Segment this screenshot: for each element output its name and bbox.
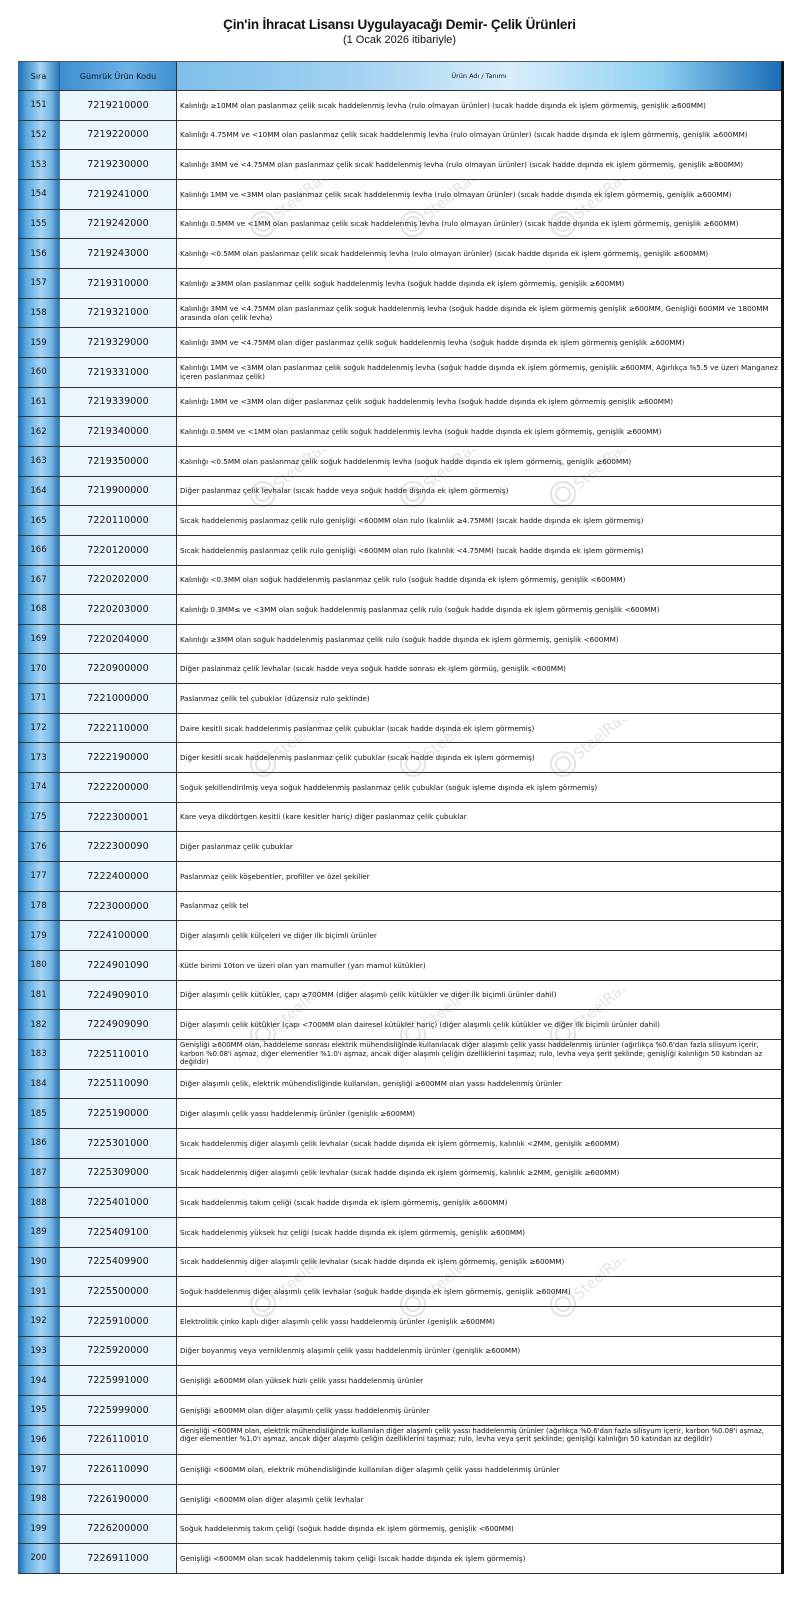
- row-sira: 173: [18, 743, 59, 772]
- row-sira: 161: [18, 388, 59, 417]
- row-sira: 153: [18, 150, 59, 179]
- row-description: Kalınlığı 1MM ve <3MM olan paslanmaz çelik soğuk haddelenmiş levha (soğuk hadde dışında ek işlem görmemiş, genişlik ≥600MM, Ağırlıkça %5.5 ve üzeri Manganez içeren paslanmaz çelik): [180, 363, 778, 382]
- row-sira: 170: [18, 654, 59, 683]
- row-customs-code: 7219329000: [59, 328, 176, 357]
- row-description: Kalınlığı 0.5MM ve <1MM olan paslanmaz çelik sıcak haddelenmiş levha (rulo olmayan ürünler) (sıcak hadde dışında ek işlem görmemiş, genişlik ≥600MM): [180, 219, 739, 229]
- row-customs-code: 7219230000: [59, 150, 176, 179]
- row-description: Sıcak haddelenmiş diğer alaşımlı çelik levhalar (sıcak hadde dışında ek işlem görmemiş, genişlik ≥600MM): [180, 1257, 565, 1267]
- row-customs-code: 7226110010: [59, 1426, 176, 1455]
- table-row: [18, 210, 781, 240]
- row-description: Kalınlığı 3MM ve <4.75MM olan paslanmaz çelik sıcak haddelenmiş levha (rulo olmayan ürünler) (sıcak hadde dışında ek işlem görmemiş, genişlik ≥600MM): [180, 160, 744, 170]
- row-description-cell: [176, 1337, 781, 1366]
- row-description-cell: [176, 121, 781, 150]
- row-description: Kalınlığı <0.5MM olan paslanmaz çelik soğuk haddelenmiş levha (soğuk hadde dışında ek işlem görmemiş, genişlik ≥600MM): [180, 456, 632, 466]
- row-description-cell: [176, 803, 781, 832]
- row-description-cell: [176, 1307, 781, 1336]
- table-row: [18, 269, 781, 299]
- row-description: Diğer kesitli sıcak haddelenmiş paslanmaz çelik çubuklar (sıcak hadde dışında ek işlem görmemiş): [180, 753, 535, 763]
- row-description-cell: [176, 388, 781, 417]
- row-description: Kalınlığı <0.3MM olan soğuk haddelenmiş paslanmaz çelik rulo (soğuk hadde dışında ek işlem görmemiş, genişlik <600MM): [180, 575, 626, 585]
- table-row: [18, 358, 781, 388]
- table-row: [18, 625, 781, 655]
- table-row: [18, 1515, 781, 1545]
- row-sira: 155: [18, 210, 59, 239]
- row-description: Kalınlığı 1MM ve <3MM olan paslanmaz çelik sıcak haddelenmiş levha (rulo olmayan ürünler) (sıcak hadde dışında ek işlem görmemiş, genişlik ≥600MM): [180, 189, 732, 199]
- row-sira: 151: [18, 91, 59, 120]
- table-row: [18, 981, 781, 1011]
- row-customs-code: 7224909090: [59, 1010, 176, 1039]
- row-sira: 172: [18, 714, 59, 743]
- row-description-cell: [176, 951, 781, 980]
- row-customs-code: 7225309000: [59, 1159, 176, 1188]
- table-body: [18, 91, 781, 1574]
- column-header-sira: Sıra: [18, 62, 59, 90]
- table-row: [18, 1040, 781, 1070]
- row-description-cell: [176, 654, 781, 683]
- table-row: [18, 180, 781, 210]
- row-customs-code: 7220204000: [59, 625, 176, 654]
- row-sira: 190: [18, 1248, 59, 1277]
- row-sira: 154: [18, 180, 59, 209]
- row-customs-code: 7219220000: [59, 121, 176, 150]
- row-description: Sıcak haddelenmiş diğer alaşımlı çelik levhalar (sıcak hadde dışında ek işlem görmemiş, kalınlık ≥2MM, genişlik ≥600MM): [180, 1168, 620, 1178]
- row-description-cell: [176, 1277, 781, 1306]
- row-sira: 157: [18, 269, 59, 298]
- table-row: [18, 1366, 781, 1396]
- table-row: [18, 299, 781, 329]
- row-customs-code: 7225110090: [59, 1070, 176, 1099]
- row-sira: 189: [18, 1218, 59, 1247]
- row-description-cell: [176, 358, 781, 387]
- row-description-cell: [176, 595, 781, 624]
- row-description-cell: [176, 447, 781, 476]
- row-customs-code: 7224100000: [59, 921, 176, 950]
- row-sira: 180: [18, 951, 59, 980]
- table-row: [18, 1426, 781, 1456]
- table-row: [18, 1455, 781, 1485]
- table-row: [18, 1070, 781, 1100]
- row-description: Genişliği ≥600MM olan yüksek hızlı çelik yassı haddelenmiş ürünler: [180, 1375, 424, 1385]
- row-description: Genişliği ≥600MM olan, haddeleme sonrası elektrik mühendisliğinde kullanılacak diğer alaşımlı çelik yassı haddelenmiş ürünler (ağırlıkça %0.6'dan fazla silisyum içerir, karbon %0.08'i aşmaz, diğer elementler %1.0'ı aşmaz, ancak diğer alaşımlı çeliğin özelliklerini taşımaz; rulo, levha veya şerit şeklinde; genişliği kalınlığın 50 katından az değildir): [180, 1041, 763, 1067]
- row-description: Kalınlığı ≥3MM olan soğuk haddelenmiş paslanmaz çelik rulo (soğuk hadde dışında ek işlem görmemiş, genişlik <600MM): [180, 634, 619, 644]
- row-customs-code: 7219900000: [59, 477, 176, 506]
- table-row: [18, 1337, 781, 1367]
- table-row: [18, 150, 781, 180]
- row-description: Diğer alaşımlı çelik kütükler (çapı <700MM olan dairesel kütükler hariç) (diğer alaşımlı çelik kütükler ve diğer ilk biçimli ürünler dahil): [180, 1020, 660, 1030]
- table-row: [18, 714, 781, 744]
- row-customs-code: 7220900000: [59, 654, 176, 683]
- row-sira: 175: [18, 803, 59, 832]
- row-description-cell: [176, 832, 781, 861]
- row-description: Kalınlığı ≥10MM olan paslanmaz çelik sıcak haddelenmiş levha (rulo olmayan ürünler) (sıcak hadde dışında ek işlem görmemiş, genişlik ≥600MM): [180, 100, 706, 110]
- row-customs-code: 7222300001: [59, 803, 176, 832]
- row-description: Sıcak haddelenmiş diğer alaşımlı çelik levhalar (sıcak hadde dışında ek işlem görmemiş, kalınlık <2MM, genişlik ≥600MM): [180, 1138, 620, 1148]
- row-customs-code: 7226911000: [59, 1544, 176, 1573]
- row-customs-code: 7219310000: [59, 269, 176, 298]
- row-description-cell: [176, 299, 781, 328]
- row-customs-code: 7220120000: [59, 536, 176, 565]
- row-customs-code: 7225110010: [59, 1040, 176, 1069]
- row-description: Diğer alaşımlı çelik, elektrik mühendisliğinde kullanılan, genişliği ≥600MM olan yassı haddelenmiş ürünler: [180, 1079, 562, 1089]
- row-description: Paslanmaz çelik tel: [180, 901, 249, 911]
- row-description: Kalınlığı ≥3MM olan paslanmaz çelik soğuk haddelenmiş levha (soğuk hadde dışında ek işlem görmemiş, genişlik ≥600MM): [180, 278, 625, 288]
- row-customs-code: 7219339000: [59, 388, 176, 417]
- table-row: [18, 566, 781, 596]
- row-customs-code: 7225500000: [59, 1277, 176, 1306]
- row-customs-code: 7225190000: [59, 1099, 176, 1128]
- row-description-cell: [176, 210, 781, 239]
- row-sira: 199: [18, 1515, 59, 1544]
- row-description-cell: [176, 773, 781, 802]
- row-description: Kalınlığı 4.75MM ve <10MM olan paslanmaz çelik sıcak haddelenmiş levha (rulo olmayan ürünler) (sıcak hadde dışında ek işlem görmemiş, genişlik ≥600MM): [180, 130, 748, 140]
- row-description: Kalınlığı 0.5MM ve <1MM olan paslanmaz çelik soğuk haddelenmiş levha (soğuk hadde dışında ek işlem görmemiş, genişlik ≥600MM): [180, 426, 662, 436]
- table-row: [18, 1248, 781, 1278]
- row-description-cell: [176, 1455, 781, 1484]
- row-description: Genişliği ≥600MM olan diğer alaşımlı çelik yassı haddelenmiş ürünler: [180, 1405, 430, 1415]
- column-header-tanim: Ürün Adı / Tanımı: [176, 62, 781, 90]
- row-description: Diğer boyanmış veya verniklenmiş alaşımlı çelik yassı haddelenmiş ürünler (genişlik ≥600MM): [180, 1346, 521, 1356]
- table-row: [18, 536, 781, 566]
- row-customs-code: 7224909010: [59, 981, 176, 1010]
- row-sira: 195: [18, 1396, 59, 1425]
- row-customs-code: 7219350000: [59, 447, 176, 476]
- row-sira: 182: [18, 1010, 59, 1039]
- table-row: [18, 1307, 781, 1337]
- row-customs-code: 7222400000: [59, 862, 176, 891]
- row-description-cell: [176, 1129, 781, 1158]
- table-row: [18, 832, 781, 862]
- row-sira: 188: [18, 1188, 59, 1217]
- row-sira: 176: [18, 832, 59, 861]
- row-description: Kalınlığı <0.5MM olan paslanmaz çelik sıcak haddelenmiş levha (rulo olmayan ürünler) (sıcak hadde dışında ek işlem görmemiş, genişlik ≥600MM): [180, 249, 709, 258]
- row-sira: 179: [18, 921, 59, 950]
- row-customs-code: 7222200000: [59, 773, 176, 802]
- row-description-cell: [176, 1159, 781, 1188]
- row-sira: 163: [18, 447, 59, 476]
- row-sira: 158: [18, 299, 59, 328]
- row-description: Diğer alaşımlı çelik külçeleri ve diğer ilk biçimli ürünler: [180, 931, 377, 941]
- row-description: Soğuk haddelenmiş diğer alaşımlı çelik levhalar (soğuk hadde dışında ek işlem görmemiş, genişlik ≥600MM): [180, 1286, 571, 1296]
- row-description: Genişliği <600MM olan diğer alaşımlı çelik levhalar: [180, 1494, 364, 1504]
- table-row: [18, 803, 781, 833]
- row-customs-code: 7226190000: [59, 1485, 176, 1514]
- row-sira: 162: [18, 417, 59, 446]
- row-sira: 197: [18, 1455, 59, 1484]
- row-sira: 185: [18, 1099, 59, 1128]
- row-description-cell: [176, 1426, 781, 1455]
- table-row: [18, 388, 781, 418]
- row-description-cell: [176, 684, 781, 713]
- row-description: Kare veya dikdörtgen kesitli (kare kesitler hariç) diğer paslanmaz çelik çubuklar: [180, 812, 467, 822]
- row-description-cell: [176, 1366, 781, 1395]
- row-description-cell: [176, 1188, 781, 1217]
- row-description-cell: [176, 536, 781, 565]
- row-description-cell: [176, 269, 781, 298]
- row-description: Kalınlığı 3MM ve <4.75MM olan diğer paslanmaz çelik soğuk haddelenmiş levha (soğuk hadde dışında ek işlem görmemiş genişlik ≥600MM): [180, 337, 685, 347]
- row-description: Kalınlığı 3MM ve <4.75MM olan paslanmaz çelik soğuk haddelenmiş levha (soğuk hadde dışında ek işlem görmemiş genişlik ≥600MM, Genişliği 600MM ve 1800MM arasında olan çelik levha): [180, 303, 769, 322]
- row-description-cell: [176, 743, 781, 772]
- table-row: [18, 328, 781, 358]
- row-sira: 178: [18, 892, 59, 921]
- table-row: [18, 239, 781, 269]
- row-description-cell: [176, 1070, 781, 1099]
- row-sira: 160: [18, 358, 59, 387]
- row-sira: 169: [18, 625, 59, 654]
- row-sira: 181: [18, 981, 59, 1010]
- row-customs-code: 7219242000: [59, 210, 176, 239]
- row-customs-code: 7226200000: [59, 1515, 176, 1544]
- table-row: [18, 1188, 781, 1218]
- row-sira: 168: [18, 595, 59, 624]
- table-row: [18, 951, 781, 981]
- row-description: Diğer alaşımlı çelik yassı haddelenmiş ürünler (genişlik ≥600MM): [180, 1109, 416, 1119]
- column-header-kod: Gümrük Ürün Kodu: [59, 62, 176, 90]
- row-description-cell: [176, 417, 781, 446]
- row-description-cell: [176, 1544, 781, 1573]
- row-sira: 177: [18, 862, 59, 891]
- table-row: [18, 654, 781, 684]
- row-customs-code: 7222190000: [59, 743, 176, 772]
- row-sira: 152: [18, 121, 59, 150]
- row-description-cell: [176, 1218, 781, 1247]
- row-sira: 167: [18, 566, 59, 595]
- table-row: [18, 91, 781, 121]
- table-row: [18, 684, 781, 714]
- row-description: Diğer paslanmaz çelik çubuklar: [180, 842, 293, 852]
- row-sira: 171: [18, 684, 59, 713]
- row-description: Genişliği <600MM olan, elektrik mühendisliğinde kullanılan diğer alaşımlı çelik yassı haddelenmiş ürünler (ağırlıkça %0.6'dan fazla silisyum içerir, karbon %0.08'i aşmaz, diğer elementler %1.0'ı aşmaz, ancak diğer alaşımlı çeliğin özelliklerini taşımaz; rulo, levha veya şerit şeklinde; genişliği kalınlığın 50 katından az değildir): [180, 1426, 764, 1444]
- table-row: [18, 447, 781, 477]
- row-description: Kütle birimi 10ton ve üzeri olan yarı mamuller (yarı mamul kütükler): [180, 960, 426, 970]
- table-row: [18, 1099, 781, 1129]
- row-description: Diğer alaşımlı çelik kütükler, çapı ≥700MM (diğer alaşımlı çelik kütükler ve diğer ilk biçimli ürünler dahil): [180, 990, 557, 1000]
- table-row: [18, 892, 781, 922]
- row-description-cell: [176, 506, 781, 535]
- table-row: [18, 121, 781, 151]
- row-description-cell: [176, 180, 781, 209]
- row-description: Diğer paslanmaz çelik levhalar (sıcak hadde veya soğuk hadde dışında ek işlem görmemiş): [180, 486, 509, 496]
- row-description: Soğuk şekillendirilmiş veya soğuk haddelenmiş paslanmaz çelik çubuklar (soğuk işleme dışında ek işlem görmemiş): [180, 782, 598, 792]
- row-customs-code: 7220203000: [59, 595, 176, 624]
- row-description: Kalınlığı 1MM ve <3MM olan diğer paslanmaz çelik soğuk haddelenmiş levha (soğuk hadde dışında ek işlem görmemiş genişlik ≥600MM): [180, 397, 674, 407]
- row-sira: 166: [18, 536, 59, 565]
- row-description: Paslanmaz çelik köşebentler, profiller ve özel şekiller: [180, 871, 370, 881]
- table-row: [18, 1544, 781, 1574]
- row-description-cell: [176, 91, 781, 120]
- row-customs-code: 7219243000: [59, 239, 176, 268]
- row-sira: 198: [18, 1485, 59, 1514]
- row-description-cell: [176, 625, 781, 654]
- table-row: [18, 1396, 781, 1426]
- row-description: Sıcak haddelenmiş yüksek hız çeliği (sıcak hadde dışında ek işlem görmemiş, genişlik ≥600MM): [180, 1227, 526, 1237]
- row-description-cell: [176, 862, 781, 891]
- table-row: [18, 417, 781, 447]
- row-description-cell: [176, 1248, 781, 1277]
- row-description-cell: [176, 328, 781, 357]
- row-customs-code: 7221000000: [59, 684, 176, 713]
- table-header: [18, 62, 781, 91]
- row-sira: 196: [18, 1426, 59, 1455]
- row-description-cell: [176, 150, 781, 179]
- table-row: [18, 1277, 781, 1307]
- table-row: [18, 773, 781, 803]
- row-description: Sıcak haddelenmiş paslanmaz çelik rulo genişliği <600MM olan rulo (kalınlık <4.75MM) (sıcak hadde dışında ek işlem görmemiş): [180, 545, 644, 555]
- row-description-cell: [176, 921, 781, 950]
- row-description: Genişliği <600MM olan, elektrik mühendisliğinde kullanılan diğer alaşımlı çelik yassı haddelenmiş ürünler: [180, 1464, 560, 1474]
- row-customs-code: 7219210000: [59, 91, 176, 120]
- row-customs-code: 7225991000: [59, 1366, 176, 1395]
- row-customs-code: 7225301000: [59, 1129, 176, 1158]
- row-description-cell: [176, 714, 781, 743]
- row-sira: 174: [18, 773, 59, 802]
- row-description-cell: [176, 1396, 781, 1425]
- table-row: [18, 862, 781, 892]
- table-row: [18, 1010, 781, 1040]
- row-sira: 156: [18, 239, 59, 268]
- row-customs-code: 7224901090: [59, 951, 176, 980]
- row-sira: 186: [18, 1129, 59, 1158]
- row-description: Paslanmaz çelik tel çubuklar (düzensiz rulo şeklinde): [180, 693, 370, 703]
- row-description-cell: [176, 981, 781, 1010]
- row-description-cell: [176, 1485, 781, 1514]
- table-row: [18, 1129, 781, 1159]
- row-description-cell: [176, 239, 781, 268]
- row-customs-code: 7223000000: [59, 892, 176, 921]
- row-description: Sıcak haddelenmiş takım çeliği (sıcak hadde dışında ek işlem görmemiş, genişlik ≥600MM): [180, 1198, 508, 1207]
- table-row: [18, 595, 781, 625]
- row-description: Kalınlığı 0.3MM≤ ve <3MM olan soğuk haddelenmiş paslanmaz çelik rulo (soğuk hadde dışında ek işlem görmemiş genişlik <600MM): [180, 604, 660, 614]
- table-row: [18, 1218, 781, 1248]
- row-sira: 183: [18, 1040, 59, 1069]
- table-row: [18, 506, 781, 536]
- document-title: Çin'in İhracat Lisansı Uygulayacağı Demir- Çelik Ürünleri: [223, 17, 576, 32]
- row-sira: 164: [18, 477, 59, 506]
- table-row: [18, 743, 781, 773]
- row-sira: 194: [18, 1366, 59, 1395]
- row-customs-code: 7219340000: [59, 417, 176, 446]
- table-row: [18, 1485, 781, 1515]
- row-sira: 184: [18, 1070, 59, 1099]
- product-table: [18, 61, 784, 1574]
- document-subtitle: (1 Ocak 2026 itibariyle): [342, 34, 457, 46]
- row-customs-code: 7219241000: [59, 180, 176, 209]
- row-description-cell: [176, 566, 781, 595]
- row-description-cell: [176, 1010, 781, 1039]
- row-sira: 200: [18, 1544, 59, 1573]
- row-description: Genişliği <600MM olan sıcak haddelenmiş takım çeliği (sıcak hadde dışında ek işlem görmemiş): [180, 1553, 526, 1563]
- row-description: Diğer paslanmaz çelik levhalar (sıcak hadde veya soğuk hadde sonrası ek işlem görmüş, genişlik <600MM): [180, 664, 566, 674]
- row-customs-code: 7220202000: [59, 566, 176, 595]
- table-row: [18, 921, 781, 951]
- row-sira: 187: [18, 1159, 59, 1188]
- row-customs-code: 7219331000: [59, 358, 176, 387]
- row-customs-code: 7222300090: [59, 832, 176, 861]
- row-description: Sıcak haddelenmiş paslanmaz çelik rulo genişliği <600MM olan rulo (kalınlık ≥4.75MM) (sıcak hadde dışında ek işlem görmemiş): [180, 515, 644, 525]
- row-description-cell: [176, 1515, 781, 1544]
- row-sira: 165: [18, 506, 59, 535]
- table-row: [18, 477, 781, 507]
- row-description-cell: [176, 477, 781, 506]
- row-sira: 159: [18, 328, 59, 357]
- row-sira: 191: [18, 1277, 59, 1306]
- row-customs-code: 7219321000: [59, 299, 176, 328]
- row-customs-code: 7226110090: [59, 1455, 176, 1484]
- row-sira: 192: [18, 1307, 59, 1336]
- row-sira: 193: [18, 1337, 59, 1366]
- table-row: [18, 1159, 781, 1189]
- row-customs-code: 7225920000: [59, 1337, 176, 1366]
- row-description-cell: [176, 1040, 781, 1069]
- row-customs-code: 7220110000: [59, 506, 176, 535]
- row-customs-code: 7225999000: [59, 1396, 176, 1425]
- row-description-cell: [176, 892, 781, 921]
- row-description: Elektrolitik çinko kaplı diğer alaşımlı çelik yassı haddelenmiş ürünler (genişlik ≥600MM): [180, 1316, 495, 1326]
- row-description-cell: [176, 1099, 781, 1128]
- row-customs-code: 7225409900: [59, 1248, 176, 1277]
- row-description: Daire kesitli sıcak haddelenmiş paslanmaz çelik çubuklar (sıcak hadde dışında ek işlem görmemiş): [180, 723, 535, 733]
- row-customs-code: 7222110000: [59, 714, 176, 743]
- row-description: Soğuk haddelenmiş takım çeliği (soğuk hadde dışında ek işlem görmemiş, genişlik <600MM): [180, 1524, 514, 1534]
- row-customs-code: 7225409100: [59, 1218, 176, 1247]
- row-customs-code: 7225910000: [59, 1307, 176, 1336]
- row-customs-code: 7225401000: [59, 1188, 176, 1217]
